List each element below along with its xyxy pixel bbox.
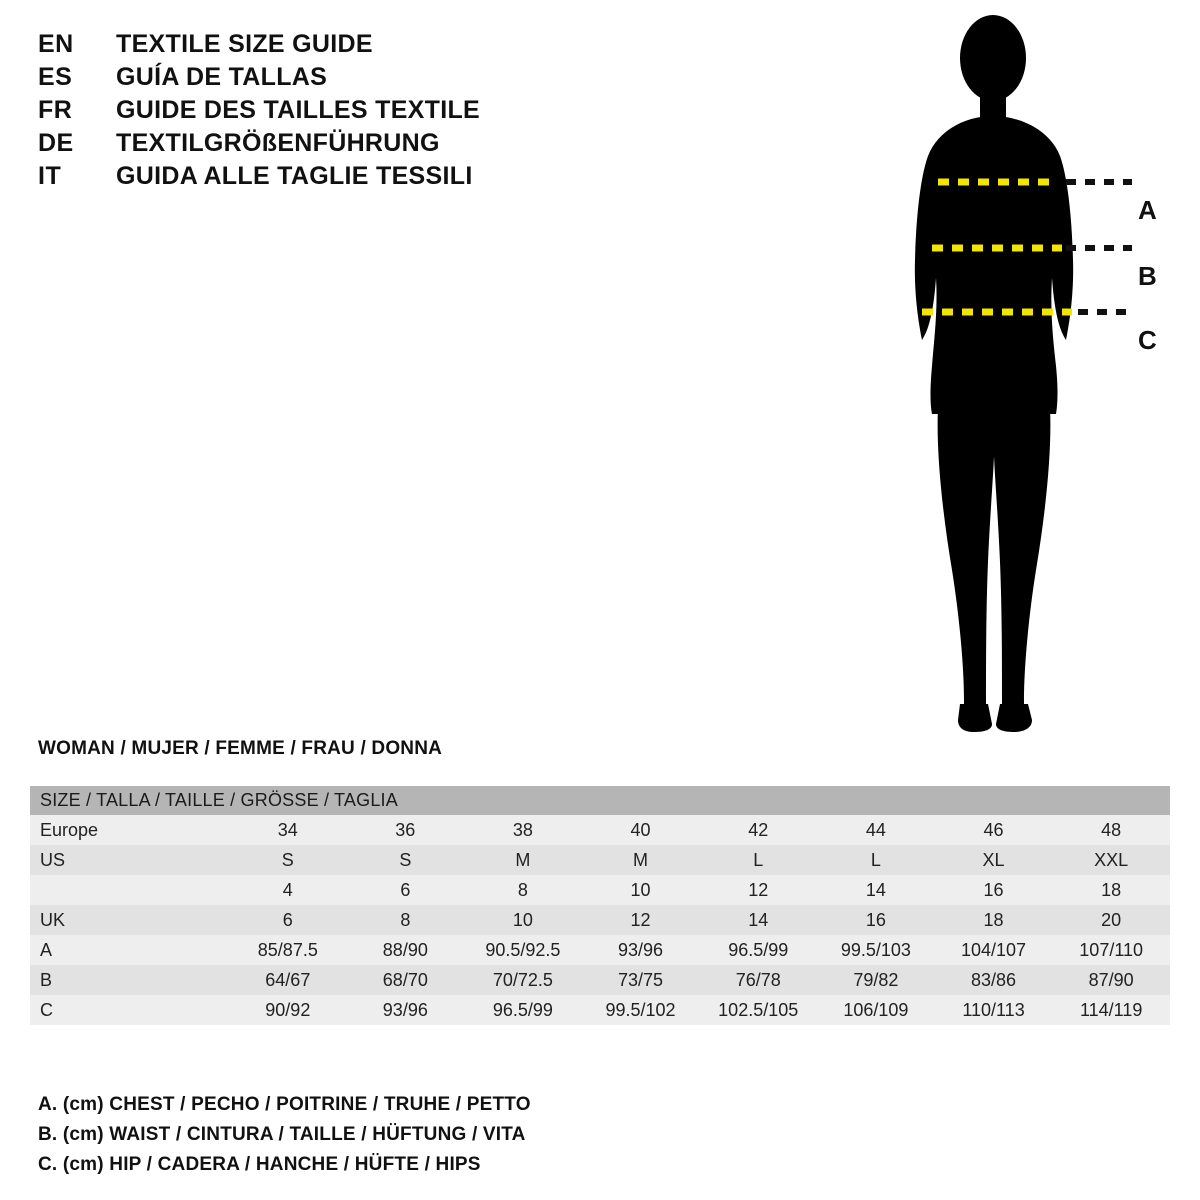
language-row <box>38 129 558 162</box>
language-title-block <box>38 30 558 195</box>
table-cell: 96.5/99 <box>464 995 582 1025</box>
table-cell: 68/70 <box>347 965 464 995</box>
row-label: Europe <box>30 815 229 845</box>
table-cell: 99.5/102 <box>582 995 700 1025</box>
measurement-legend <box>38 1090 838 1180</box>
table-cell: 106/109 <box>817 995 935 1025</box>
table-cell: S <box>347 845 464 875</box>
table-cell: 87/90 <box>1052 965 1170 995</box>
table-cell: 6 <box>229 905 347 935</box>
table-cell: 6 <box>347 875 464 905</box>
language-code: IT <box>38 162 62 190</box>
table-cell: 107/110 <box>1052 935 1170 965</box>
language-row <box>38 96 558 129</box>
table-row <box>30 845 1170 875</box>
table-cell: 64/67 <box>229 965 347 995</box>
row-label <box>30 875 229 905</box>
table-row <box>30 995 1170 1025</box>
table-cell: XXL <box>1052 845 1170 875</box>
table-cell: 93/96 <box>582 935 700 965</box>
language-code: DE <box>38 129 74 157</box>
callout-label-c: C <box>1138 325 1157 355</box>
table-cell: 99.5/103 <box>817 935 935 965</box>
female-silhouette-icon <box>860 10 1200 740</box>
language-title: GUÍA DE TALLAS <box>116 63 328 91</box>
legend-item-c: C. (cm) HIP / CADERA / HANCHE / HÜFTE / HIPS <box>38 1154 481 1175</box>
table-cell: 18 <box>1052 875 1170 905</box>
table-cell: 70/72.5 <box>464 965 582 995</box>
table-row <box>30 905 1170 935</box>
table-cell: 20 <box>1052 905 1170 935</box>
table-cell: 12 <box>582 905 700 935</box>
table-cell: 12 <box>699 875 817 905</box>
table-cell: 96.5/99 <box>699 935 817 965</box>
table-cell: 48 <box>1052 815 1170 845</box>
size-table-wrapper <box>30 786 1170 1025</box>
table-cell: 73/75 <box>582 965 700 995</box>
table-cell: 10 <box>582 875 700 905</box>
legend-item-a: A. (cm) CHEST / PECHO / POITRINE / TRUHE / PETTO <box>38 1094 531 1115</box>
table-cell: 14 <box>699 905 817 935</box>
body-measurement-figure <box>860 10 1200 740</box>
table-cell: 90.5/92.5 <box>464 935 582 965</box>
table-header-title: SIZE / TALLA / TAILLE / GRÖSSE / TAGLIA <box>30 786 1170 815</box>
row-label: A <box>30 935 229 965</box>
language-title: TEXTILE SIZE GUIDE <box>116 30 373 58</box>
table-cell: 79/82 <box>817 965 935 995</box>
language-row <box>38 30 558 63</box>
table-row <box>30 815 1170 845</box>
table-cell: 10 <box>464 905 582 935</box>
table-cell: 102.5/105 <box>699 995 817 1025</box>
row-label: C <box>30 995 229 1025</box>
callout-label-a: A <box>1138 195 1157 225</box>
row-label: US <box>30 845 229 875</box>
table-cell: 46 <box>935 815 1053 845</box>
table-cell: 110/113 <box>935 995 1053 1025</box>
table-cell: 90/92 <box>229 995 347 1025</box>
language-row <box>38 162 558 195</box>
table-cell: 44 <box>817 815 935 845</box>
table-cell: 8 <box>347 905 464 935</box>
legend-item-b: B. (cm) WAIST / CINTURA / TAILLE / HÜFTUNG / VITA <box>38 1124 526 1145</box>
table-cell: L <box>817 845 935 875</box>
table-cell: XL <box>935 845 1053 875</box>
table-cell: M <box>464 845 582 875</box>
language-code: FR <box>38 96 73 124</box>
table-cell: 4 <box>229 875 347 905</box>
table-cell: 14 <box>817 875 935 905</box>
table-cell: 83/86 <box>935 965 1053 995</box>
table-cell: 16 <box>935 875 1053 905</box>
table-cell: 85/87.5 <box>229 935 347 965</box>
section-label-woman: WOMAN / MUJER / FEMME / FRAU / DONNA <box>38 738 443 759</box>
table-cell: 34 <box>229 815 347 845</box>
table-cell: 36 <box>347 815 464 845</box>
table-cell: 38 <box>464 815 582 845</box>
table-cell: 104/107 <box>935 935 1053 965</box>
table-header-row <box>30 786 1170 815</box>
table-row <box>30 935 1170 965</box>
callout-label-b: B <box>1138 261 1157 291</box>
language-title: TEXTILGRÖßENFÜHRUNG <box>116 129 440 157</box>
table-cell: 40 <box>582 815 700 845</box>
table-cell: 114/119 <box>1052 995 1170 1025</box>
language-row <box>38 63 558 96</box>
table-row <box>30 965 1170 995</box>
row-label: UK <box>30 905 229 935</box>
language-title: GUIDA ALLE TAGLIE TESSILI <box>116 162 473 190</box>
table-cell: 76/78 <box>699 965 817 995</box>
table-cell: 93/96 <box>347 995 464 1025</box>
table-cell: L <box>699 845 817 875</box>
table-cell: 88/90 <box>347 935 464 965</box>
row-label: B <box>30 965 229 995</box>
table-cell: 18 <box>935 905 1053 935</box>
table-cell: 8 <box>464 875 582 905</box>
language-code: ES <box>38 63 73 91</box>
table-cell: S <box>229 845 347 875</box>
language-title: GUIDE DES TAILLES TEXTILE <box>116 96 481 124</box>
language-code: EN <box>38 30 74 58</box>
table-cell: 42 <box>699 815 817 845</box>
table-cell: 16 <box>817 905 935 935</box>
table-row <box>30 875 1170 905</box>
size-table <box>30 786 1170 1025</box>
table-cell: M <box>582 845 700 875</box>
